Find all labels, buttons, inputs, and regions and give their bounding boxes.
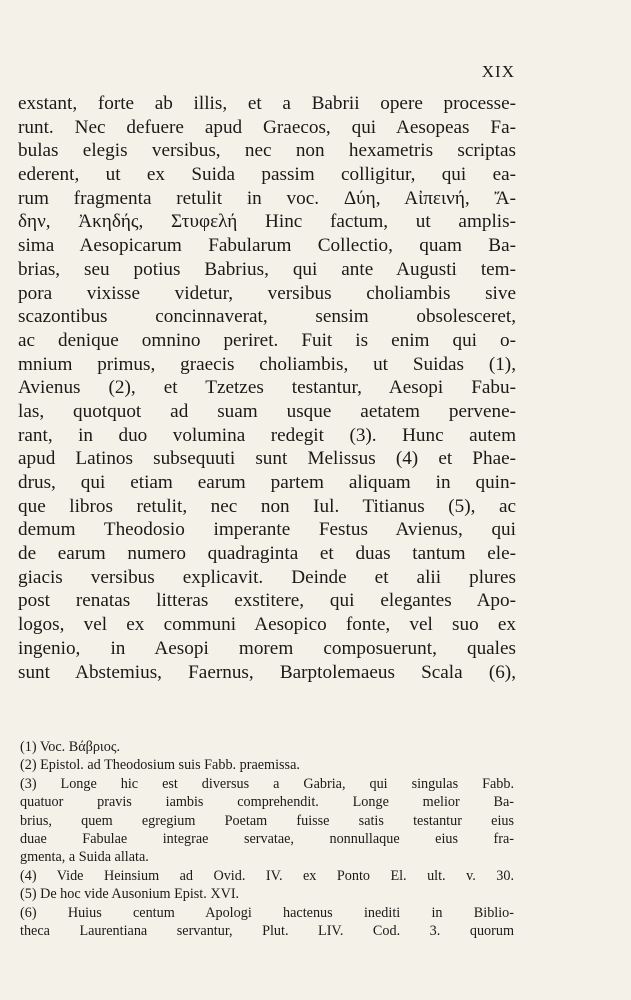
text-line: Avienus (2), et Tzetzes testantur, Aesopi Fabu-	[18, 377, 516, 399]
text-line: giacis versibus explicavit. Deinde et alii plures	[18, 566, 516, 588]
text-line: de earum numero quadraginta et duas tantum ele-	[18, 543, 516, 565]
text-line: logos, vel ex communi Aesopico fonte, vel suo ex	[18, 614, 516, 636]
text-line: brias, seu potius Babrius, qui ante Augusti tem-	[18, 258, 516, 280]
footnote-line: gmenta, a Suida allata.	[20, 849, 149, 866]
text-line: exstant, forte ab illis, et a Babrii opere processe-	[18, 93, 516, 114]
text-line: demum Theodosio imperante Festus Avienus, qui	[18, 519, 516, 541]
text-line: rum fragmenta retulit in voc. Δύη, Αἰπεινή, Ἄ-	[18, 187, 516, 209]
text-line: las, quotquot ad suam usque aetatem pervene-	[18, 400, 516, 422]
text-line: bulas elegis versibus, nec non hexametris scriptas	[18, 140, 516, 162]
footnote-line: (3) Longe hic est diversus a Gabria, qui singulas Fabb.	[20, 775, 514, 792]
page-number: XIX	[481, 62, 515, 81]
footnote-line: (1) Voc. Βάβριος.	[20, 739, 121, 755]
text-line: δην, Ἀκηδής, Στυφελή Hinc factum, ut amplis-	[18, 211, 516, 233]
text-line: rant, in duo volumina redegit (3). Hunc autem	[18, 424, 516, 446]
text-line: apud Latinos subsequuti sunt Melissus (4) et Phae-	[18, 448, 516, 470]
text-line: post renatas litteras exstitere, qui elegantes Apo-	[18, 590, 516, 612]
footnote-line: brius, quem egregium Poetam fuisse satis testantur eius	[20, 812, 514, 829]
main-text-block	[18, 92, 516, 684]
footnote-line: (5) De hoc vide Ausonium Epist. XVI.	[20, 886, 240, 903]
text-line: runt. Nec defuere apud Graecos, qui Aesopeas Fa-	[18, 116, 516, 138]
text-line: scazontibus concinnaverat, sensim obsolesceret,	[18, 306, 516, 328]
footnote-line: (2) Epistol. ad Theodosium suis Fabb. praemissa.	[20, 757, 300, 774]
footnote-line: quatuor pravis iambis comprehendit. Longe melior Ba-	[20, 794, 514, 811]
footnotes-block	[20, 738, 514, 940]
text-line: ac denique omnino periret. Fuit is enim qui o-	[18, 329, 516, 351]
text-line: drus, qui etiam earum partem aliquam in quin-	[18, 472, 516, 493]
text-line: sunt Abstemius, Faernus, Barptolemaeus Scala (6),	[18, 661, 516, 683]
text-line: pora vixisse videtur, versibus choliambis sive	[18, 282, 516, 304]
text-line: que libros retulit, nec non Iul. Titianus (5), ac	[18, 495, 516, 517]
footnote-line: (6) Huius centum Apologi hactenus inediti in Biblio-	[20, 904, 514, 921]
footnote-line: duae Fabulae integrae servatae, nonnullaque eius fra-	[20, 830, 514, 847]
footnote-line: theca Laurentiana servantur, Plut. LIV. Cod. 3. quorum	[20, 922, 514, 939]
text-line: ederent, ut ex Suida passim colligitur, qui ea-	[18, 164, 516, 186]
text-line: mnium primus, graecis choliambis, ut Suidas (1),	[18, 353, 516, 375]
text-line: sima Aesopicarum Fabularum Collectio, quam Ba-	[18, 235, 516, 257]
footnote-line: (4) Vide Heinsium ad Ovid. IV. ex Ponto El. ult. v. 30.	[20, 867, 514, 884]
text-line: ingenio, in Aesopi morem composuerunt, quales	[18, 637, 516, 659]
